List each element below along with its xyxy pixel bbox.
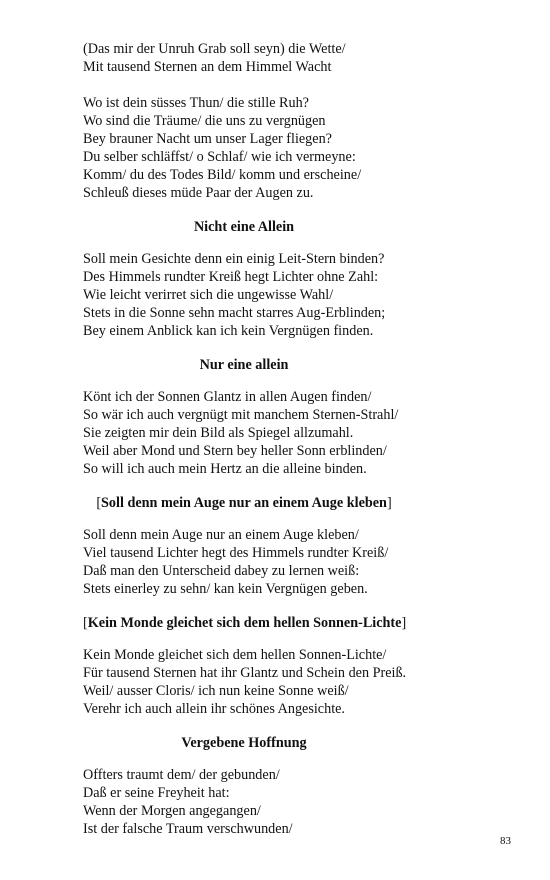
page-body (83, 40, 523, 838)
poem-title-text: Soll denn mein Auge nur an einem Auge kleben (101, 495, 387, 511)
poem-title: Vergebene Hoffnung (181, 735, 307, 751)
poem-stanza (83, 526, 523, 598)
poem-title (83, 494, 405, 512)
poem-title (83, 614, 405, 632)
poem-title-text: Kein Monde gleichet sich dem hellen Sonnen-Lichte (87, 615, 402, 631)
poem-title: Nur eine allein (199, 357, 289, 373)
verse-line: Könt ich der Sonnen Glantz in allen Augen finden/ (83, 389, 372, 405)
poem-stanza (83, 250, 523, 340)
verse-line: Bey brauner Nacht um unser Lager fliegen? (83, 131, 332, 147)
verse-line: Viel tausend Lichter hegt des Himmels rundter Kreiß/ (83, 545, 389, 561)
verse-line: Weil/ ausser Cloris/ ich nun keine Sonne weiß/ (83, 683, 349, 699)
close-bracket: ] (386, 495, 392, 511)
verse-line: Soll denn mein Auge nur an einem Auge kleben/ (83, 527, 359, 543)
open-bracket: [ (96, 495, 102, 511)
poem-title: Nicht eine Allein (193, 219, 295, 235)
verse-line: Stets einerley zu sehn/ kan kein Vergnügen geben. (83, 581, 368, 597)
verse-line: Wo ist dein süsses Thun/ die stille Ruh? (83, 95, 309, 111)
page-number: 83 (500, 835, 511, 847)
verse-line: Des Himmels rundter Kreiß hegt Lichter ohne Zahl: (83, 269, 379, 285)
close-bracket: ] (401, 615, 407, 631)
poem-stanza (83, 766, 523, 838)
verse-line: Ist der falsche Traum verschwunden/ (83, 821, 293, 837)
verse-line: Wenn der Morgen angegangen/ (83, 803, 261, 819)
verse-line: Weil aber Mond und Stern bey heller Sonn erblinden/ (83, 443, 387, 459)
verse-line: Mit tausend Sternen an dem Himmel Wacht (83, 59, 332, 75)
verse-line: Soll mein Gesichte denn ein einig Leit-Stern binden? (83, 251, 385, 267)
verse-line: Wo sind die Träume/ die uns zu vergnügen (83, 113, 326, 129)
verse-line: Verehr ich auch allein ihr schönes Angesichte. (83, 701, 345, 717)
verse-line: Schleuß dieses müde Paar der Augen zu. (83, 185, 314, 201)
verse-line: Wie leicht verirret sich die ungewisse Wahl/ (83, 287, 334, 303)
verse-line: Offters traumt dem/ der gebunden/ (83, 767, 280, 783)
poem-stanza (83, 646, 523, 718)
stanza (83, 40, 523, 76)
verse-line: (Das mir der Unruh Grab soll seyn) die Wette/ (83, 41, 346, 57)
verse-line: Für tausend Sternen hat ihr Glantz und Schein den Preiß. (83, 665, 407, 681)
verse-line: So will ich auch mein Hertz an die alleine binden. (83, 461, 367, 477)
verse-line: Bey einem Anblick kan ich kein Vergnügen finden. (83, 323, 374, 339)
verse-line: Kein Monde gleichet sich dem hellen Sonnen-Lichte/ (83, 647, 387, 663)
verse-line: Du selber schläffst/ o Schlaf/ wie ich vermeyne: (83, 149, 356, 165)
verse-line: Daß man den Unterscheid dabey zu lernen weiß: (83, 563, 360, 579)
verse-line: Sie zeigten mir dein Bild als Spiegel allzumahl. (83, 425, 354, 441)
poem-stanza (83, 388, 523, 478)
stanza (83, 94, 523, 202)
open-bracket: [ (83, 615, 88, 631)
verse-line: Komm/ du des Todes Bild/ komm und erscheine/ (83, 167, 362, 183)
verse-line: Daß er seine Freyheit hat: (83, 785, 230, 801)
verse-line: Stets in die Sonne sehn macht starres Aug-Erblinden; (83, 305, 386, 321)
verse-line: So wär ich auch vergnügt mit manchem Sternen-Strahl/ (83, 407, 399, 423)
